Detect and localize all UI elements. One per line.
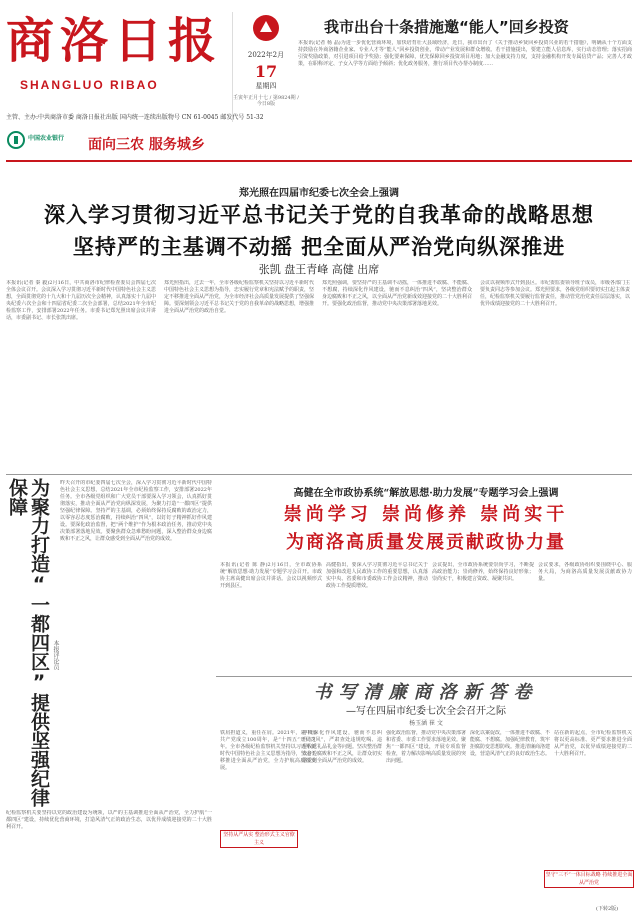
pullquote-box: 坚守“三不”一体目标战略 持续推进全面从严治党 [545,872,633,886]
newspaper-logo: 商洛日报 [6,13,223,69]
story3-column: 强化政治监督，推动党中央决策部署和省委、市委工作要求落地见效。聚焦“一都四区”建设，开展专项监督检查，着力解决影响高质量发展的突出问题。 [386,730,466,764]
top-story-headline[interactable]: 我市出台十条措施邀“能人”回乡投资 [324,18,569,36]
partner-logo [6,128,78,152]
story2-column: 会议提出，全市政协系统要崇尚学习，不断提高政治能力；崇尚修养，始终保持良好形象；崇尚实干，积极建言资政、凝聚共识。 [432,562,534,582]
story2-column: 会议要求，各级政协组织要围绕中心、服务大局，为商洛高质量发展贡献政协力量。 [538,562,632,582]
lead-subtitle: 张凯 盘王青峰 高健 出席 [258,263,380,276]
commentary-title[interactable]: 为聚力打造“一都四区”提供坚强纪律保障 [6,478,50,807]
story3-subtitle: —写在四届市纪委七次全会召开之际 [346,706,506,717]
lead-column: 郑光照强调，要坚持严的主基调不动摇，一体推进不敢腐、不能腐、不想腐，持续深化作风建设，驰而不息纠治“四风”，坚决整治群众身边腐败和不正之风，以全面从严治党新成效迎接党的二十大胜利召开。要强化政治监督，推动党中央决策部署落地见效。 [322,280,472,307]
commentary-body: 昨天召开的市纪委四届七次全会，深入学习贯彻习近平新时代中国特色社会主义思想，总结2021年全市纪检监察工作，安排部署2022年任务。全市各级党组织和广大党员干部要深入学习领会，认真抓好贯彻落实，推动全面从严治党向纵深发展，为聚力打造“一都四区”提供坚强纪律保障。坚持严的主基调，必须始终保持反腐败的政治定力，以零容忍态度惩治腐败，持续纠治“四风”，以钉钉子精神抓好作风建设。要深化政治监督，把“两个维护”作为根本政治任务，推动党中央决策部署落地见效。要聚焦群众急难愁盼问题，深入整治群众身边腐败和不正之风，让群众感受到全面从严治党的成效。 [60,480,212,542]
date-day: 17 [254,62,278,81]
sponsor-line: 主管、主办:中共商洛市委 商洛日报社出版 国内统一连续出版物号 CN 61-0045 邮发代号 51-32 [6,114,264,121]
emblem-icon [252,14,280,42]
date-extra: 壬寅年正月十七 / 第9824期 / 今日8版 [233,95,299,107]
story3-column: 持续深化作风建设，驰而不息纠治“四风”，严肃查处违规吃喝、违规收送礼品礼金等问题。坚决整治群众身边腐败和不正之风，让群众切实感受到全面从严治党的成效。 [302,730,382,764]
section-banner: 面向三农 服务城乡 [88,137,205,153]
story2-column: 高健指出，要深入学习贯彻习近平总书记关于加强和改进人民政协工作的重要思想，认真落实中央、省委和市委政协工作会议精神，推动政协工作提质增效。 [326,562,428,589]
date-year-month: 2022年2月 [247,51,285,59]
commentary-body-continued: 纪检监察机关要坚持以党的政治建设为统领，以严的主基调推进全面从严治党，全力护航“一都四区”建设，持续优化营商环境，打造风清气正的政治生态，以优异成绩迎接党的二十大胜利召开。 [6,810,212,830]
commentary-byline: 本报评论员 [52,640,59,670]
date-box [232,12,299,122]
story2-headline-line2[interactable]: 为商洛高质量发展贡献政协力量 [286,532,566,553]
newspaper-pinyin-name: SHANGLUO RIBAO [20,78,159,92]
story3-headline[interactable]: 书写清廉商洛新答卷 [313,682,539,703]
story2-kicker: 高健在全市政协系统“解放思想·助力发展”专题学习会上强调 [293,488,559,499]
story2-headline-line1[interactable]: 崇尚学习 崇尚修养 崇尚实干 [283,504,569,525]
top-story-body: 本报讯(记者 杨 晶)为进一步优化营商环境，加快培育壮大县域经济，近日，我市出台了《关于推动乡贤回乡投资兴业的若干措施》，明确从十个方面支持鼓励在外商洛籍企业家、专业人才等“能人”回乡投资创业，带动产业发展和群众增收。若干措施提出，要建立能人信息库，实行动态管理；落实招商引资奖励政策，对引进项目给予奖励；强化要素保障，优先保障回乡投资项目用地；加大金融支持力度，支持金融机构开发专属信贷产品；完善人才政策，在职称评定、子女入学等方面给予倾斜；优化政务服务，推行项目代办帮办制度…… [298,40,632,67]
story3-column: 站在新的起点，全市纪检监察机关将以更高标准、更严要求推进全面从严治党，以优异成绩迎接党的二十大胜利召开。 [554,730,632,757]
divider [6,160,632,162]
story3-column: 深化以案促改，一体推进不敢腐、不能腐、不想腐。加强纪律教育，筑牢拒腐防变思想防线。推进清廉商洛建设，营造风清气正的良好政治生态。 [470,730,550,757]
pullquote-box: 坚持从严从实 整治形式主义官僚主义 [220,830,298,848]
lead-kicker: 郑光照在四届市纪委七次全会上强调 [239,188,399,199]
lead-column: 会议以视频形式开到县区。市纪委监委领导班子成员，市级各部门主要负责同志等参加会议。郑光照要求，各级党组织要切实扛起主体责任，纪检监察机关要履行监督责任，推动管党治党责任层层落实，以优异成绩迎接党的二十大胜利召开。 [480,280,630,307]
lead-column: 本报讯(记者 秦 毅)2月16日，中共商洛市纪律检查委员会四届七次全体会议召开。会议深入学习贯彻习近平新时代中国特色社会主义思想，全面贯彻党的十九大和十九届历次全会精神，认真落实十九届中央纪委六次全会和十四届省纪委二次全会部署，总结2021年全市纪检监察工作，安排部署2022年任务。市委书记郑光照出席会议并讲话，市委副书记、市长张凯出席。 [6,280,156,321]
divider [216,676,632,677]
continue-note[interactable]: (下转2版) [596,906,619,912]
lead-column: 郑光照指出，过去一年，全市各级纪检监察机关坚持以习近平新时代中国特色社会主义思想为指导，忠实履行党章和宪法赋予的职责，坚定不移推进全面从严治党，为全市经济社会高质量发展提供了坚强保障。要深刻领会习近平总书记关于党的自我革命的战略思想，增强推进全面从严治党的政治自觉。 [164,280,314,314]
date-weekday: 星期四 [255,82,277,90]
partner-name: 中国农业银行 [28,135,65,142]
story2-column: 本报讯(记者 陈 静)2月16日，全市政协系统“解放思想·助力发展”专题学习会召开。市政协主席高健出席会议并讲话。会议以视频形式开到县区。 [220,562,322,589]
lead-headline-line2[interactable]: 坚持严的主基调不动摇 把全面从严治党向纵深推进 [72,235,566,259]
lead-headline-line1[interactable]: 深入学习贯彻习近平总书记关于党的自我革命的战略思想 [44,203,594,227]
divider [6,474,632,475]
story3-byline: 杨玉涵 崔 文 [409,720,443,727]
story3-column: 铁肩担道义，重任在肩。2021年，是中国共产党成立100周年，是“十四五”开局之年。全市各级纪检监察机关坚持以习近平新时代中国特色社会主义思想为指导，坚定不移推进全面从严治党，全力护航高质量发展。 [220,730,316,771]
